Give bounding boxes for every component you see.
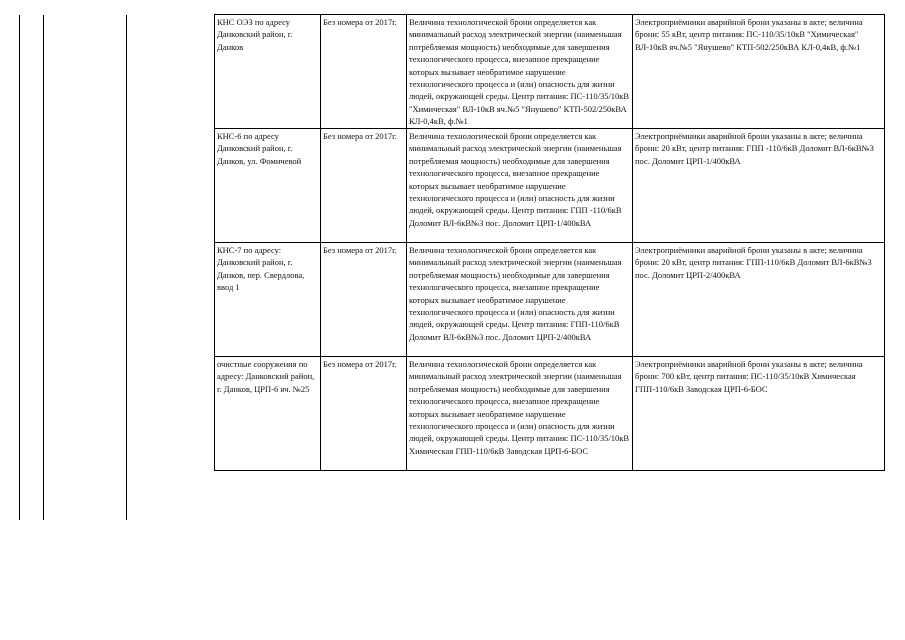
column-divider-1 xyxy=(19,15,20,520)
object-cell: КНС ОЭЗ по адресу Данковский район, г. Данков xyxy=(215,15,321,129)
number-cell: Без номера от 2017г. xyxy=(321,129,407,243)
number-cell: Без номера от 2017г. xyxy=(321,15,407,129)
description-cell: Величина технологической брони определяется как минимальный расход электрической энергии (наименьшая потребляемая мощность) необходимые для завершения технологического процесса, внезапное прекращение которых вызывает необратимое нарушение технологического процесса и (или) опасность для жизни людей, окружающей среды. Центр питания: ПС-110/35/10кВ Химическая ГПП-110/6кВ Заводская ЦРП-6-БОС xyxy=(407,357,633,471)
description-cell: Величина технологической брони определяется как минимальный расход электрической энергии (наименьшая потребляемая мощность) необходимые для завершения технологического процесса, внезапное прекращение которых вызывает необратимое нарушение технологического процесса и (или) опасность для жизни людей, окружающей среды. Центр питания: ГПП -110/6кВ Доломит ВЛ-6кВ№3 пос. Доломит ЦРП-1/400кВА xyxy=(407,129,633,243)
table-row xyxy=(215,15,885,129)
number-cell: Без номера от 2017г. xyxy=(321,243,407,357)
number-cell: Без номера от 2017г. xyxy=(321,357,407,471)
table-row xyxy=(215,129,885,243)
object-cell: КНС-7 по адресу: Данковский район, г. Данков, пер. Свердлова, ввод 1 xyxy=(215,243,321,357)
object-cell: КНС-6 по адресу Данковский район, г. Данков, ул. Фомичевой xyxy=(215,129,321,243)
reserve-table xyxy=(214,14,885,471)
description-cell: Величина технологической брони определяется как минимальный расход электрической энергии (наименьшая потребляемая мощность) необходимые для завершения технологического процесса, внезапное прекращение которых вызывает необратимое нарушение технологического процесса и (или) опасность для жизни людей, окружающей среды. Центр питания: ПС-110/35/10кВ "Химическая" ВЛ-10кВ яч.№5 "Янушево" КТП-502/250кВА КЛ-0,4кВ, ф.№1 xyxy=(407,15,633,129)
table-row xyxy=(215,357,885,471)
details-cell: Электроприёмники аварийной брони указаны в акте; величина брони: 20 кВт, центр питания: ГПП-110/6кВ Доломит ВЛ-6кВ№3 пос. Доломит ЦРП-2/400кВА xyxy=(633,243,885,357)
details-cell: Электроприёмники аварийной брони указаны в акте; величина брони: 700 кВт, центр питания: ПС-110/35/10кВ Химическая ГПП-110/6кВ Заводская ЦРП-6-БОС xyxy=(633,357,885,471)
column-divider-2 xyxy=(43,15,44,520)
table-row xyxy=(215,243,885,357)
description-cell: Величина технологической брони определяется как минимальный расход электрической энергии (наименьшая потребляемая мощность) необходимые для завершения технологического процесса, внезапное прекращение которых вызывает необратимое нарушение технологического процесса и (или) опасность для жизни людей, окружающей среды. Центр питания: ГПП-110/6кВ Доломит ВЛ-6кВ№3 пос. Доломит ЦРП-2/400кВА xyxy=(407,243,633,357)
details-cell: Электроприёмники аварийной брони указаны в акте; величина брони: 55 кВт, центр питания: ПС-110/35/10кВ "Химическая" ВЛ-10кВ яч.№5 "Янушево" КТП-502/250кВА КЛ-0,4кВ, ф.№1 xyxy=(633,15,885,129)
details-cell: Электроприёмники аварийной брони указаны в акте; величина брони: 20 кВт, центр питания: ГПП -110/6кВ Доломит ВЛ-6кВ№3 пос. Доломит ЦРП-1/400кВА xyxy=(633,129,885,243)
column-divider-3 xyxy=(126,15,127,520)
object-cell: очистные сооружения по адресу: Данковский район, г. Данков, ЦРП-6 яч. №25 xyxy=(215,357,321,471)
